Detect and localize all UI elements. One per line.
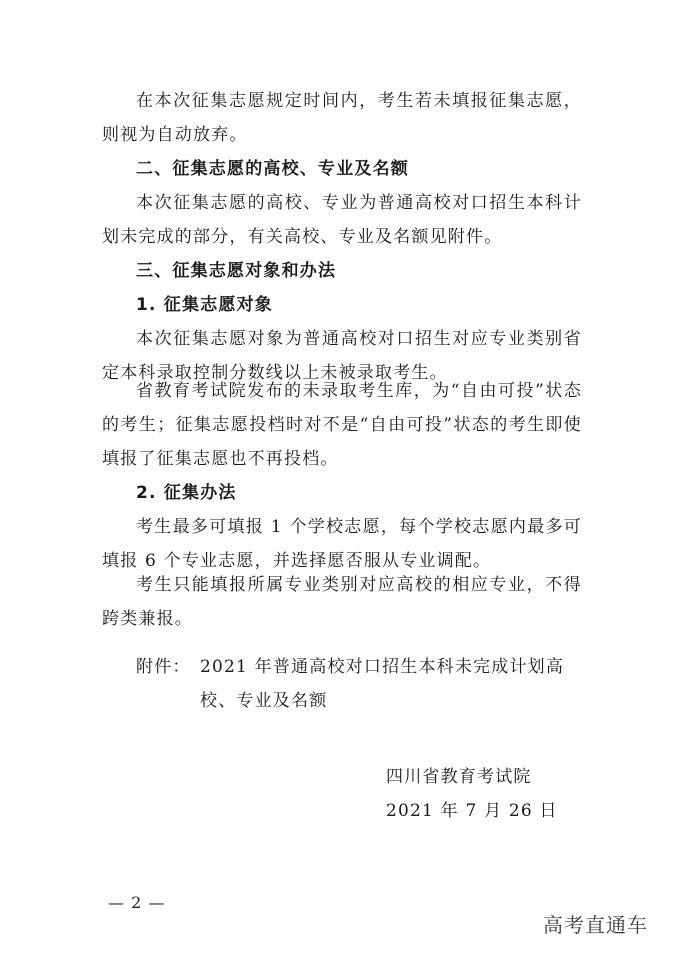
subheading-target: 1. 征集志愿对象 bbox=[136, 295, 274, 315]
watermark-text: 高考直通车 bbox=[543, 913, 648, 937]
paragraph-target-desc: 本次征集志愿对象为普通高校对口招生对应专业类别省定本科录取控制分数线以上未被录取考生。 bbox=[102, 329, 582, 383]
section-heading-3: 三、征集志愿对象和办法 bbox=[136, 261, 337, 281]
signature-date: 2021 年 7 月 26 日 bbox=[386, 801, 558, 821]
page-number: — 2 — bbox=[108, 893, 166, 912]
paragraph-candidate-pool: 省教育考试院发布的未录取考生库，为“自由可投”状态的考生；征集志愿投档时对不是“自由可投”状态的考生即使填报了征集志愿也不再投档。 bbox=[102, 381, 582, 469]
paragraph-method-desc: 考生最多可填报 1 个学校志愿，每个学校志愿内最多可填报 6 个专业志愿，并选择愿否服从专业调配。 bbox=[102, 517, 582, 571]
subheading-method: 2. 征集办法 bbox=[136, 483, 237, 503]
attachment-label: 附件： bbox=[136, 657, 191, 677]
paragraph-abandon-notice: 在本次征集志愿规定时间内，考生若未填报征集志愿，则视为自动放弃。 bbox=[102, 91, 582, 145]
signature-org: 四川省教育考试院 bbox=[386, 767, 532, 787]
attachment-title: 2021 年普通高校对口招生本科未完成计划高校、专业及名额 bbox=[200, 657, 565, 711]
paragraph-category-rule: 考生只能填报所属专业类别对应高校的相应专业，不得跨类兼报。 bbox=[102, 575, 582, 629]
section-heading-2: 二、征集志愿的高校、专业及名额 bbox=[136, 159, 409, 179]
paragraph-quota-scope: 本次征集志愿的高校、专业为普通高校对口招生本科计划未完成的部分，有关高校、专业及名额见附件。 bbox=[102, 193, 582, 247]
